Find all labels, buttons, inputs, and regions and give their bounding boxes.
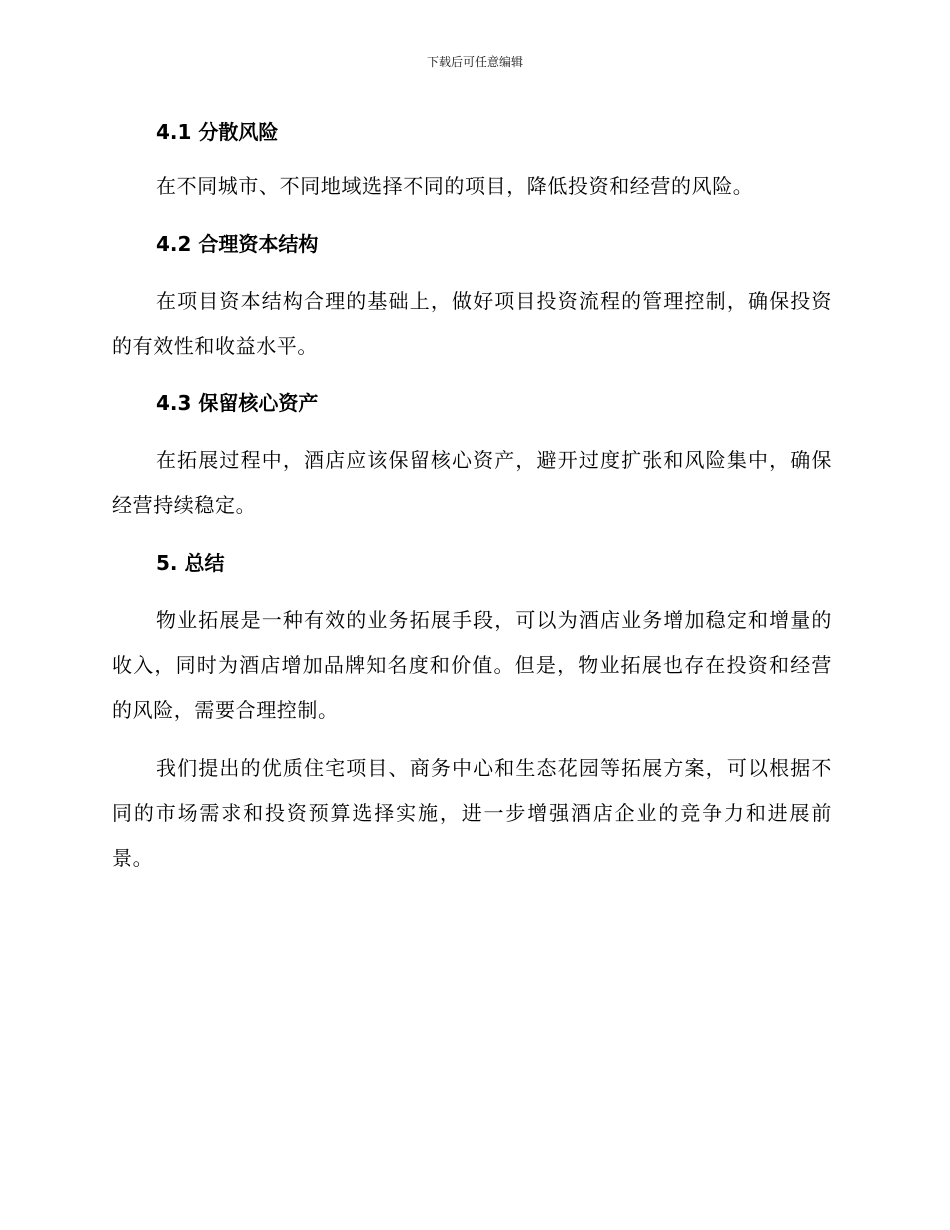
section-paragraph-4-3: 在拓展过程中，酒店应该保留核心资产，避开过度扩张和风险集中，确保经营持续稳定。 xyxy=(112,448,832,517)
section-heading-4-3: 4.3 保留核心资产 xyxy=(156,391,319,415)
section-heading-4-1: 4.1 分散风险 xyxy=(156,120,279,144)
summary-paragraph-1: 物业拓展是一种有效的业务拓展手段，可以为酒店业务增加稳定和增量的收入，同时为酒店增加品牌知名度和价值。但是，物业拓展也存在投资和经营的风险，需要合理控制。 xyxy=(112,608,832,722)
section-heading-5: 5. 总结 xyxy=(156,551,225,575)
header-note: 下载后可任意编辑 xyxy=(426,55,523,69)
section-paragraph-4-1: 在不同城市、不同地域选择不同的项目，降低投资和经营的风险。 xyxy=(156,174,754,198)
section-paragraph-4-2: 在项目资本结构合理的基础上，做好项目投资流程的管理控制，确保投资的有效性和收益水平。 xyxy=(112,289,832,358)
section-heading-4-2: 4.2 合理资本结构 xyxy=(156,232,319,256)
summary-paragraph-2: 我们提出的优质住宅项目、商务中心和生态花园等拓展方案，可以根据不同的市场需求和投资预算选择实施，进一步增强酒店企业的竞争力和进展前景。 xyxy=(112,756,832,870)
